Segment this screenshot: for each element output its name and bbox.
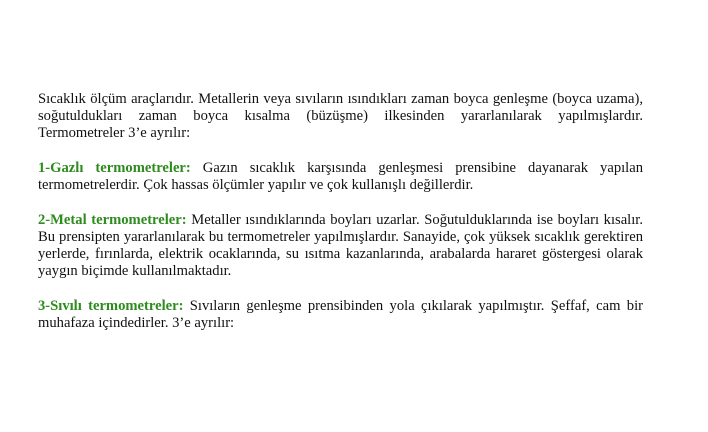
intro-paragraph: Sıcaklık ölçüm araçlarıdır. Metallerin veya sıvıların ısındıkları zaman boyca genleşme (boyca uzama), soğutuldukları zaman boyca kısalma (büzüşme) ilkesinden yararlanılarak yapılmışlardır. Termometreler 3’e ayrılır: bbox=[38, 91, 643, 141]
section-liquid-thermometers bbox=[38, 298, 643, 332]
section-text: Sıvıların genleşme prensibinden yola çıkılarak yapılmıştır. Şeffaf, cam bir muhafaza içindedirler. 3’e ayrılır: bbox=[38, 298, 644, 331]
document-body bbox=[38, 91, 643, 350]
section-term: 2-Metal termometreler: bbox=[38, 212, 187, 228]
section-metal-thermometers bbox=[38, 212, 643, 280]
section-text: Metaller ısındıklarında boyları uzarlar. Soğutulduklarında ise boyları kısalır. Bu prensipten yararlanılarak bu termometreler yapılmışlardır. Sanayide, çok yüksek sıcaklık gerektiren yerlerde, fırınlarda, elektrik ocaklarında, su ısıtma kazanlarında, arabalarda hararet göstergesi olarak yaygın biçimde kullanılmaktadır. bbox=[38, 212, 643, 279]
section-term: 3-Sıvılı termometreler: bbox=[38, 298, 184, 314]
section-gas-thermometers bbox=[38, 160, 643, 194]
section-text: Gazın sıcaklık karşısında genleşmesi prensibine dayanarak yapılan termometrelerdir. Çok hassas ölçümler yapılır ve çok kullanışlı değillerdir. bbox=[38, 160, 643, 193]
section-term: 1-Gazlı termometreler: bbox=[38, 160, 191, 176]
